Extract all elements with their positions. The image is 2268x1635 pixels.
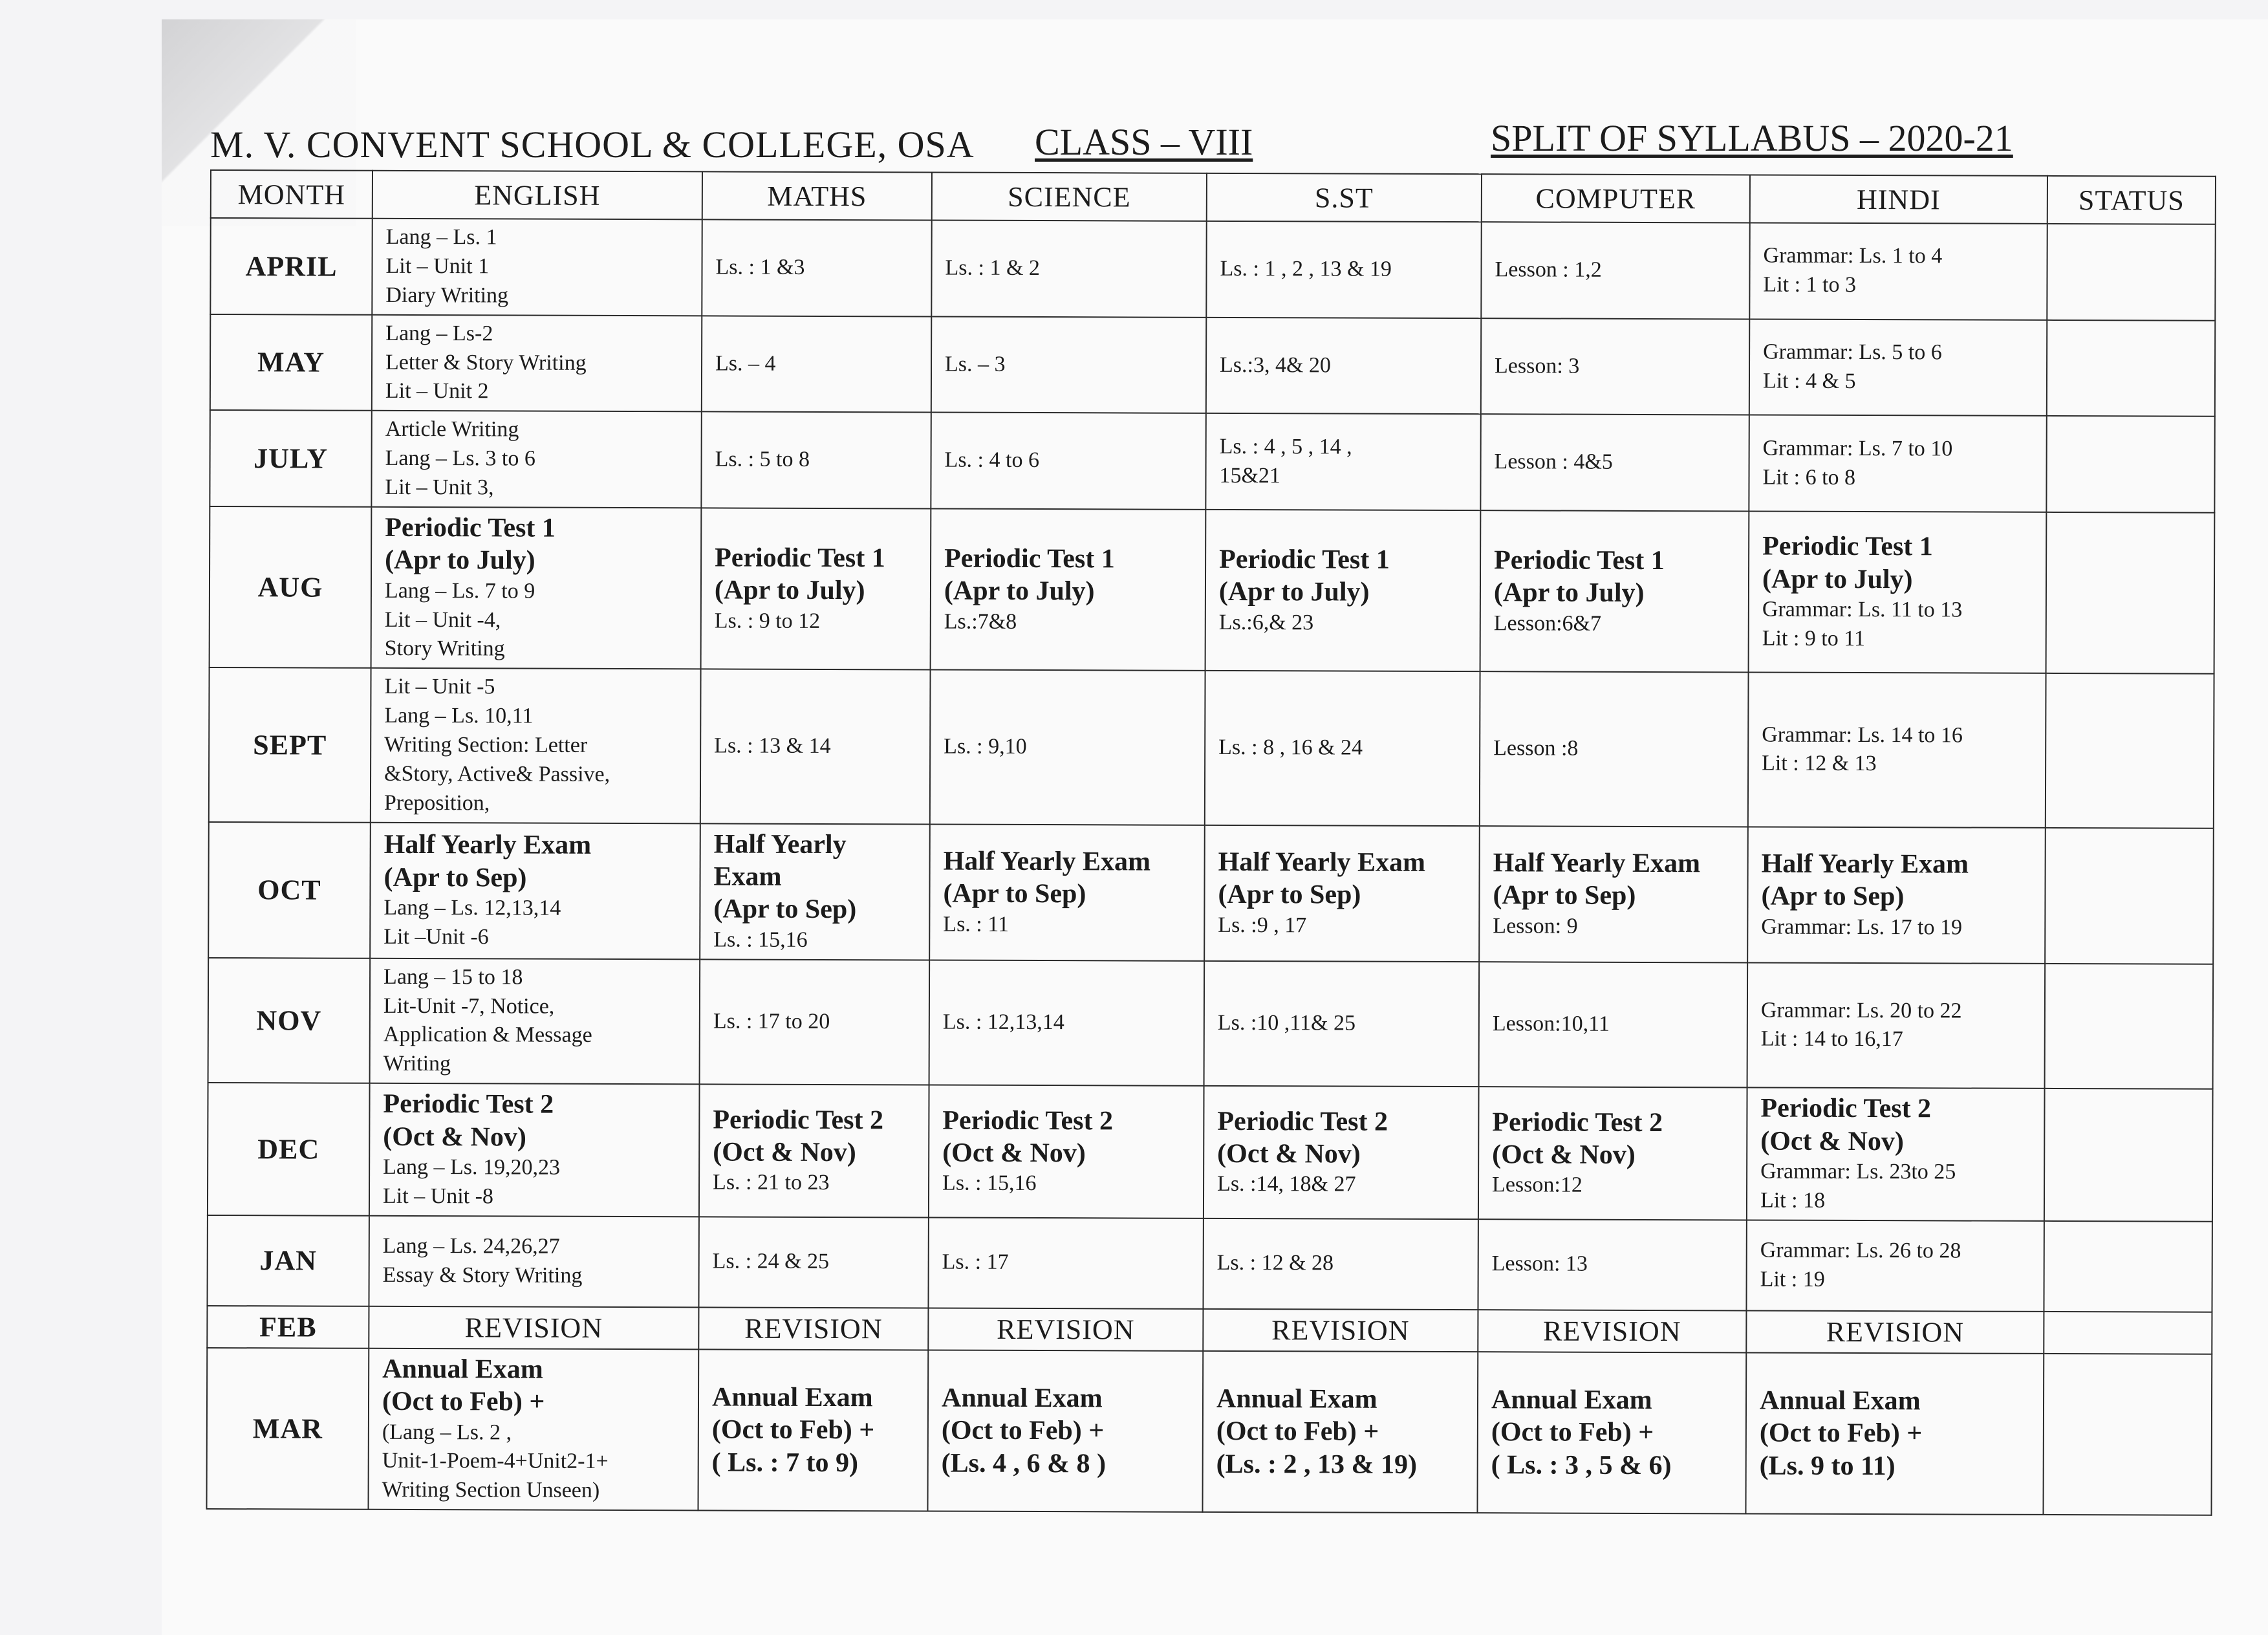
computer-cell bbox=[1478, 1310, 1746, 1352]
sst-cell bbox=[1206, 221, 1481, 318]
cell-heading-line: Annual Exam bbox=[382, 1354, 543, 1385]
cell-heading-line: REVISION bbox=[464, 1311, 603, 1344]
cell-heading-line: (Apr to Sep) bbox=[1761, 881, 1905, 912]
cell-text-line: Lang – Ls-2 bbox=[385, 321, 493, 346]
cell-heading-line: (Oct to Feb) + bbox=[711, 1414, 875, 1446]
cell-heading-line: Half Yearly bbox=[713, 829, 847, 860]
english-cell bbox=[369, 1216, 698, 1308]
maths-cell bbox=[702, 219, 931, 316]
status-cell bbox=[2043, 1354, 2212, 1515]
table-row bbox=[208, 1083, 2213, 1221]
cell-text-line: Lang – Ls. 10,11 bbox=[384, 704, 534, 728]
class-label: CLASS – VIII bbox=[1035, 121, 1253, 163]
science-cell bbox=[931, 413, 1205, 510]
document-header bbox=[210, 116, 2040, 175]
month-cell: MAR bbox=[206, 1348, 369, 1510]
computer-cell bbox=[1480, 671, 1749, 827]
sst-cell bbox=[1204, 961, 1480, 1087]
cell-heading-line: (Apr to July) bbox=[1493, 578, 1645, 609]
cell-text-line: Grammar: Ls. 20 to 22 bbox=[1760, 998, 1962, 1023]
science-cell bbox=[929, 1085, 1204, 1218]
cell-heading-line: (Apr to July) bbox=[385, 545, 535, 576]
cell-heading-line: Periodic Test 1 bbox=[385, 512, 556, 543]
cell-text-line: Lesson:10,11 bbox=[1492, 1012, 1610, 1036]
cell-text-line: Writing Section: Letter bbox=[384, 732, 588, 757]
cell-text-line: Ls. : 12,13,14 bbox=[942, 1010, 1064, 1035]
table-body bbox=[206, 218, 2215, 1515]
cell-text-line: Lang – Ls. 19,20,23 bbox=[383, 1154, 561, 1180]
cell-heading-line: (Oct to Feb) + bbox=[1216, 1416, 1379, 1447]
month-cell: JULY bbox=[210, 410, 371, 506]
cell-text-line: Ls. : 15,16 bbox=[942, 1171, 1037, 1196]
cell-text-line: Grammar: Ls. 14 to 16 bbox=[1762, 722, 1963, 748]
english-cell bbox=[369, 1083, 700, 1217]
cell-text-line: Lang – 15 to 18 bbox=[383, 964, 523, 990]
table-row bbox=[210, 410, 2214, 512]
cell-text-line: Lit : 4 & 5 bbox=[1762, 369, 1856, 393]
computer-cell bbox=[1479, 962, 1748, 1088]
cell-text-line: Ls. : 17 to 20 bbox=[713, 1009, 830, 1034]
cell-heading-line: Annual Exam bbox=[1491, 1385, 1652, 1415]
table-header-row bbox=[211, 170, 2216, 224]
cell-text-line: 15&21 bbox=[1219, 463, 1281, 488]
status-cell bbox=[2044, 1221, 2212, 1312]
cell-text-line: Grammar: Ls. 17 to 19 bbox=[1761, 915, 1963, 940]
cell-heading-line: Periodic Test 1 bbox=[944, 543, 1115, 574]
cell-text-line: Lit – Unit 2 bbox=[385, 379, 489, 404]
cell-heading-line: (Oct to Feb) + bbox=[941, 1415, 1105, 1446]
cell-heading-line: Annual Exam bbox=[1759, 1385, 1921, 1416]
hindi-cell bbox=[1747, 827, 2046, 963]
cell-text-line: Lit : 1 to 3 bbox=[1763, 272, 1857, 298]
cell-text-line: &Story, Active& Passive, bbox=[384, 761, 610, 786]
cell-heading-line: REVISION bbox=[1826, 1316, 1965, 1348]
cell-text-line: Ls. : 12 & 28 bbox=[1216, 1251, 1334, 1275]
computer-cell bbox=[1478, 1087, 1747, 1220]
month-cell: APRIL bbox=[210, 218, 372, 314]
science-cell bbox=[930, 670, 1205, 825]
hindi-cell bbox=[1746, 1220, 2044, 1311]
cell-text-line: Ls. : 13 & 14 bbox=[714, 733, 831, 759]
table-row bbox=[210, 218, 2215, 320]
english-cell bbox=[371, 668, 701, 823]
english-cell bbox=[371, 507, 702, 669]
hindi-cell bbox=[1747, 962, 2046, 1088]
status-cell bbox=[2044, 1312, 2212, 1354]
cell-heading-line: (Apr to July) bbox=[1762, 564, 1913, 594]
cell-text-line: Lit : 6 to 8 bbox=[1762, 465, 1856, 490]
maths-cell bbox=[698, 1349, 928, 1511]
computer-cell bbox=[1481, 222, 1749, 319]
cell-heading-line: Periodic Test 1 bbox=[1494, 545, 1665, 576]
cell-text-line: Lit-Unit -7, Notice, bbox=[383, 993, 555, 1019]
cell-text-line: Ls. : 8 , 16 & 24 bbox=[1218, 735, 1363, 760]
cell-text-line: Lesson :8 bbox=[1493, 736, 1579, 761]
cell-text-line: Ls. :9 , 17 bbox=[1218, 913, 1307, 937]
maths-cell bbox=[701, 508, 931, 670]
sst-cell bbox=[1205, 510, 1481, 672]
cell-heading-line: (Apr to Sep) bbox=[383, 862, 527, 893]
cell-text-line: Ls.:7&8 bbox=[944, 609, 1017, 634]
cell-text-line: Grammar: Ls. 23to 25 bbox=[1760, 1159, 1956, 1184]
month-cell: MAY bbox=[210, 314, 372, 411]
cell-heading-line: (Oct & Nov) bbox=[1760, 1126, 1904, 1156]
cell-text-line: Ls. :10 ,11& 25 bbox=[1217, 1010, 1356, 1035]
cell-text-line: Lesson:6&7 bbox=[1493, 611, 1602, 636]
cell-heading-line: REVISION bbox=[1271, 1314, 1410, 1347]
cell-heading-line: Periodic Test 2 bbox=[1492, 1107, 1663, 1138]
cell-text-line: Lit – Unit 1 bbox=[385, 254, 490, 279]
column-header: SCIENCE bbox=[932, 173, 1207, 221]
cell-text-line: Grammar: Ls. 5 to 6 bbox=[1763, 340, 1942, 365]
status-cell bbox=[2046, 416, 2214, 512]
maths-cell bbox=[700, 669, 931, 824]
month-cell: FEB bbox=[207, 1306, 369, 1348]
science-cell bbox=[928, 1217, 1203, 1308]
cell-heading-line: Periodic Test 2 bbox=[383, 1089, 554, 1120]
cell-heading-line: Periodic Test 2 bbox=[1760, 1093, 1932, 1124]
cell-heading-line: Periodic Test 1 bbox=[1762, 531, 1933, 562]
computer-cell bbox=[1477, 1352, 1746, 1514]
cell-heading-line: REVISION bbox=[744, 1312, 883, 1345]
cell-text-line: Preposition, bbox=[383, 790, 490, 816]
cell-text-line: Lit – Unit 3, bbox=[385, 475, 494, 500]
column-header: HINDI bbox=[1750, 175, 2047, 223]
cell-text-line: Letter & Story Writing bbox=[385, 350, 587, 375]
school-name: M. V. CONVENT SCHOOL & COLLEGE, OSA bbox=[210, 124, 975, 166]
sst-cell bbox=[1205, 413, 1480, 510]
sst-cell bbox=[1205, 671, 1480, 826]
cell-text-line: Grammar: Ls. 11 to 13 bbox=[1762, 597, 1963, 622]
status-cell bbox=[2046, 512, 2215, 674]
cell-heading-line: Annual Exam bbox=[1216, 1383, 1377, 1414]
hindi-cell bbox=[1748, 673, 2046, 828]
cell-text-line: Lit – Unit -8 bbox=[382, 1184, 494, 1209]
cell-text-line: Lit : 9 to 11 bbox=[1762, 626, 1866, 651]
cell-heading-line: ( Ls. : 3 , 5 & 6) bbox=[1491, 1449, 1672, 1480]
cell-text-line: (Lang – Ls. 2 , bbox=[382, 1420, 512, 1444]
cell-text-line: Lit : 19 bbox=[1760, 1267, 1825, 1292]
cell-text-line: Writing Section Unseen) bbox=[382, 1478, 600, 1503]
science-cell bbox=[931, 316, 1206, 413]
month-cell: SEPT bbox=[209, 667, 371, 822]
science-cell bbox=[931, 508, 1206, 671]
english-cell bbox=[370, 822, 700, 959]
sst-cell bbox=[1206, 317, 1481, 414]
table-row bbox=[207, 1306, 2212, 1354]
column-header: COMPUTER bbox=[1482, 174, 1750, 222]
cell-heading-line: Periodic Test 2 bbox=[713, 1105, 884, 1135]
cell-text-line: Lang – Ls. 3 to 6 bbox=[385, 446, 535, 471]
cell-text-line: Lang – Ls. 1 bbox=[385, 224, 497, 250]
cell-heading-line: Annual Exam bbox=[941, 1383, 1103, 1414]
column-header: ENGLISH bbox=[373, 171, 702, 220]
cell-text-line: Lesson: 3 bbox=[1494, 353, 1580, 378]
maths-cell bbox=[699, 1085, 929, 1218]
hindi-cell bbox=[1749, 222, 2047, 319]
cell-text-line: Ls. – 4 bbox=[715, 351, 776, 376]
cell-heading-line: Periodic Test 2 bbox=[1217, 1106, 1388, 1137]
cell-heading-line: REVISION bbox=[997, 1313, 1135, 1346]
science-cell bbox=[929, 824, 1205, 960]
table-row bbox=[208, 822, 2214, 964]
sst-cell bbox=[1202, 1351, 1478, 1513]
cell-text-line: Ls. : 1 , 2 , 13 & 19 bbox=[1220, 256, 1392, 281]
cell-text-line: Ls. : 24 & 25 bbox=[712, 1249, 830, 1274]
cell-heading-line: Periodic Test 1 bbox=[1219, 544, 1390, 575]
science-cell bbox=[928, 1308, 1203, 1350]
cell-text-line: Ls. : 1 &3 bbox=[715, 255, 805, 279]
science-cell bbox=[929, 960, 1205, 1086]
cell-heading-line: Exam bbox=[713, 861, 782, 892]
cell-text-line: Lit : 12 & 13 bbox=[1762, 752, 1877, 776]
cell-text-line: Grammar: Ls. 26 to 28 bbox=[1760, 1238, 1961, 1263]
cell-text-line: Story Writing bbox=[384, 636, 505, 661]
cell-text-line: Lesson : 4&5 bbox=[1494, 449, 1613, 474]
cell-heading-line: (Oct & Nov) bbox=[1492, 1140, 1636, 1170]
cell-text-line: Lesson:12 bbox=[1492, 1173, 1582, 1198]
cell-heading-line: Half Yearly Exam bbox=[1761, 849, 1969, 880]
cell-heading-line: Half Yearly Exam bbox=[1218, 847, 1426, 878]
english-cell bbox=[370, 958, 700, 1084]
english-cell bbox=[372, 314, 702, 411]
cell-heading-line: (Ls. : 2 , 13 & 19) bbox=[1216, 1449, 1418, 1480]
cell-text-line: Lesson : 1,2 bbox=[1495, 257, 1602, 282]
column-header: S.ST bbox=[1207, 173, 1482, 222]
hindi-cell bbox=[1745, 1352, 2044, 1515]
cell-text-line: Ls. : 1 & 2 bbox=[945, 255, 1040, 280]
cell-heading-line: (Apr to Sep) bbox=[713, 894, 857, 925]
cell-text-line: Lesson: 13 bbox=[1491, 1251, 1588, 1276]
cell-heading-line: Periodic Test 2 bbox=[942, 1105, 1114, 1136]
month-cell: DEC bbox=[208, 1083, 370, 1215]
cell-heading-line: (Oct & Nov) bbox=[713, 1137, 856, 1168]
maths-cell bbox=[701, 412, 931, 509]
english-cell bbox=[368, 1348, 698, 1511]
cell-text-line: Lang – Ls. 24,26,27 bbox=[382, 1233, 560, 1259]
cell-text-line: Lesson: 9 bbox=[1493, 913, 1578, 938]
computer-cell bbox=[1481, 318, 1749, 415]
cell-text-line: Ls. : 11 bbox=[943, 912, 1010, 937]
document-title: SPLIT OF SYLLABUS – 2020-21 bbox=[1491, 117, 2013, 159]
table-row bbox=[210, 314, 2215, 417]
hindi-cell bbox=[1746, 1310, 2044, 1353]
cell-text-line: Essay & Story Writing bbox=[382, 1262, 583, 1288]
cell-text-line: Ls. :14, 18& 27 bbox=[1217, 1172, 1356, 1196]
status-cell bbox=[2047, 320, 2215, 417]
cell-text-line: Lit – Unit -4, bbox=[384, 607, 501, 632]
cell-heading-line: (Oct to Feb) + bbox=[1759, 1418, 1923, 1449]
cell-text-line: Ls. : 5 to 8 bbox=[715, 447, 810, 472]
english-cell bbox=[369, 1306, 698, 1350]
month-cell: JAN bbox=[207, 1215, 369, 1306]
table-row bbox=[210, 506, 2215, 674]
cell-text-line: Lit : 14 to 16,17 bbox=[1760, 1026, 1903, 1052]
cell-text-line: Ls. : 15,16 bbox=[713, 927, 808, 952]
column-header: MONTH bbox=[211, 170, 373, 219]
cell-text-line: Lang – Ls. 12,13,14 bbox=[383, 896, 561, 920]
computer-cell bbox=[1478, 1219, 1746, 1310]
status-cell bbox=[2044, 1088, 2213, 1221]
cell-text-line: Article Writing bbox=[385, 417, 519, 442]
cell-text-line: Grammar: Ls. 1 to 4 bbox=[1763, 243, 1943, 268]
computer-cell bbox=[1480, 414, 1749, 511]
cell-text-line: Lang – Ls. 7 to 9 bbox=[384, 578, 535, 603]
cell-text-line: Lit –Unit -6 bbox=[383, 924, 489, 949]
cell-heading-line: (Apr to July) bbox=[714, 575, 865, 606]
science-cell bbox=[927, 1350, 1203, 1512]
cell-heading-line: (Apr to Sep) bbox=[1218, 880, 1361, 910]
syllabus-table bbox=[206, 169, 2216, 1516]
cell-text-line: Diary Writing bbox=[385, 283, 509, 308]
cell-heading-line: (Apr to Sep) bbox=[1493, 880, 1636, 911]
cell-heading-line: (Oct to Feb) + bbox=[1491, 1417, 1654, 1448]
sst-cell bbox=[1203, 1309, 1478, 1352]
cell-heading-line: (Oct to Feb) + bbox=[382, 1386, 545, 1417]
sst-cell bbox=[1203, 1218, 1478, 1310]
cell-heading-line: (Ls. 9 to 11) bbox=[1759, 1451, 1895, 1481]
cell-heading-line: (Apr to Sep) bbox=[943, 878, 1086, 909]
cell-text-line: Ls. : 9,10 bbox=[944, 734, 1027, 759]
cell-heading-line: (Ls. 4 , 6 & 8 ) bbox=[941, 1448, 1107, 1478]
cell-heading-line: (Oct & Nov) bbox=[1217, 1138, 1361, 1169]
sst-cell bbox=[1204, 1086, 1479, 1219]
computer-cell bbox=[1479, 826, 1748, 962]
maths-cell bbox=[702, 316, 931, 413]
science-cell bbox=[931, 221, 1206, 318]
english-cell bbox=[371, 411, 701, 508]
cell-heading-line: ( Ls. : 7 to 9) bbox=[711, 1447, 859, 1478]
table-row bbox=[206, 1348, 2212, 1515]
cell-text-line: Writing bbox=[383, 1052, 451, 1076]
maths-cell bbox=[698, 1307, 928, 1350]
table-row bbox=[209, 667, 2214, 828]
cell-heading-line: Periodic Test 1 bbox=[715, 543, 885, 574]
cell-text-line: Ls.:3, 4& 20 bbox=[1220, 352, 1332, 377]
cell-text-line: Ls. : 4 to 6 bbox=[944, 448, 1040, 473]
maths-cell bbox=[698, 1217, 928, 1308]
cell-heading-line: Half Yearly Exam bbox=[383, 830, 592, 861]
computer-cell bbox=[1480, 510, 1749, 673]
table-row bbox=[208, 958, 2214, 1089]
hindi-cell bbox=[1747, 1088, 2045, 1221]
table-row bbox=[207, 1215, 2212, 1312]
cell-text-line: Lit : 18 bbox=[1760, 1188, 1826, 1213]
column-header: STATUS bbox=[2047, 176, 2216, 224]
cell-heading-line: Annual Exam bbox=[711, 1382, 873, 1413]
cell-heading-line: Half Yearly Exam bbox=[943, 846, 1151, 877]
hindi-cell bbox=[1749, 511, 2047, 673]
column-header: MATHS bbox=[702, 171, 932, 220]
cell-text-line: Ls. : 9 to 12 bbox=[714, 608, 821, 633]
hindi-cell bbox=[1749, 415, 2046, 512]
cell-text-line: Grammar: Ls. 7 to 10 bbox=[1762, 436, 1953, 461]
cell-text-line: Ls.:6,& 23 bbox=[1218, 610, 1314, 634]
english-cell bbox=[372, 219, 702, 316]
cell-text-line: Ls. : 4 , 5 , 14 , bbox=[1219, 434, 1352, 459]
cell-text-line: Ls. – 3 bbox=[945, 352, 1006, 376]
cell-heading-line: (Oct & Nov) bbox=[942, 1138, 1086, 1169]
month-cell: OCT bbox=[208, 822, 371, 958]
status-cell bbox=[2047, 224, 2215, 320]
cell-text-line: Lit – Unit -5 bbox=[384, 675, 495, 699]
month-cell: NOV bbox=[208, 958, 371, 1083]
cell-heading-line: (Apr to July) bbox=[1218, 577, 1370, 607]
cell-heading-line: REVISION bbox=[1543, 1315, 1681, 1347]
sst-cell bbox=[1204, 825, 1480, 961]
cell-heading-line: Half Yearly Exam bbox=[1493, 848, 1701, 879]
cell-heading-line: (Apr to July) bbox=[944, 576, 1095, 607]
cell-text-line: Ls. : 17 bbox=[942, 1250, 1009, 1275]
hindi-cell bbox=[1749, 319, 2047, 416]
status-cell bbox=[2046, 673, 2214, 828]
maths-cell bbox=[700, 959, 930, 1085]
status-cell bbox=[2045, 828, 2214, 964]
month-cell: AUG bbox=[210, 506, 372, 668]
cell-heading-line: (Oct & Nov) bbox=[383, 1121, 526, 1153]
cell-text-line: Ls. : 21 to 23 bbox=[713, 1170, 830, 1195]
cell-text-line: Application & Message bbox=[383, 1023, 592, 1048]
cell-text-line: Unit-1-Poem-4+Unit2-1+ bbox=[382, 1449, 609, 1474]
maths-cell bbox=[700, 823, 930, 960]
status-cell bbox=[2045, 964, 2214, 1089]
